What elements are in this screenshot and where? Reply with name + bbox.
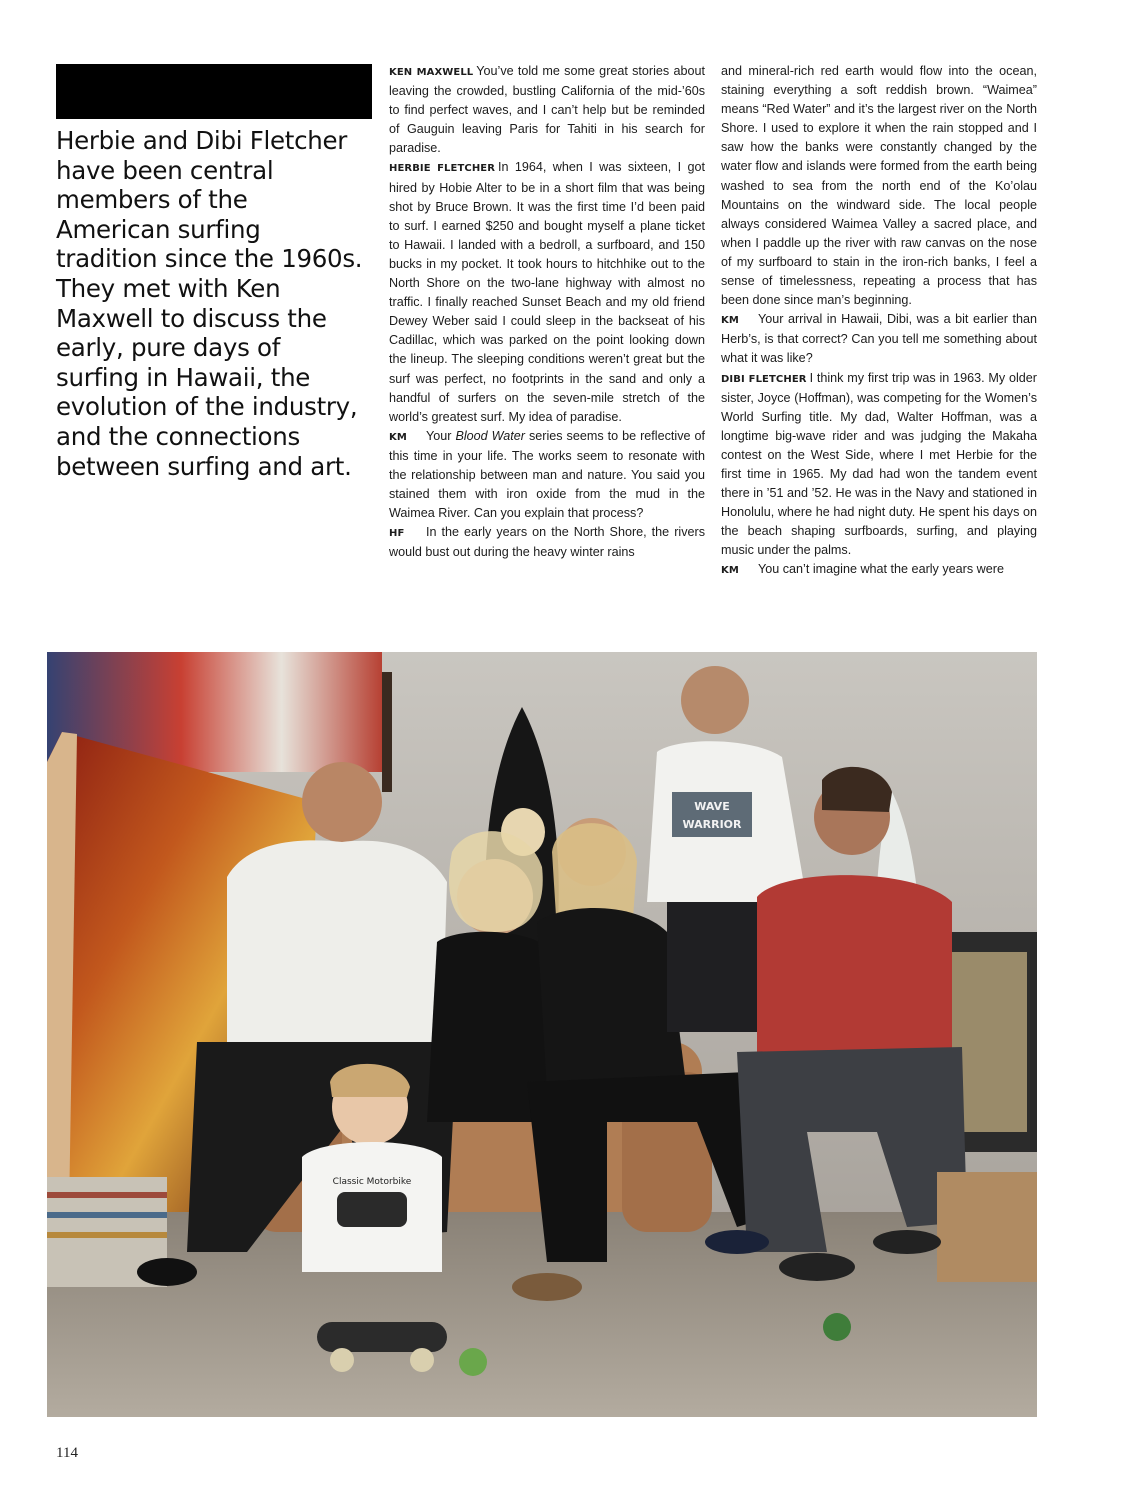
kid-shirt-text: Classic Motorbike	[332, 1177, 412, 1187]
shirt-text: WAVE	[694, 800, 730, 813]
interview-column-2	[721, 62, 1037, 581]
speaker-label: KM	[389, 431, 407, 443]
paragraph: KM You can’t imagine what the early years were	[721, 560, 1037, 580]
speaker-label: HF	[389, 528, 405, 540]
paragraph: HERBIE FLETCHER In 1964, when I was sixteen, I got hired by Hobie Alter to be in a short film that was being shot by Bruce Brown. It was the first time I’d been paid to surf. I earned $250 and bought myself a plane ticket to Hawaii. I landed with a bedroll, a surfboard, and 150 bucks in my pocket. It took hours to hitchhike out to the North Shore on the two-lane highway with almost no traffic. I finally reached Sunset Beach and my old friend Dewey Weber said I could sleep in the backseat of his Cadillac, which was parked on the point looking down the lineup. The sleeping conditions weren’t great but the surf was perfect, no footprints in the sand and only a handful of surfers on the seven-mile stretch of the world’s greatest surf. My idea of paradise.	[389, 160, 705, 424]
paragraph: KM Your Blood Water series seems to be reflective of this time in your life. The works seem to resonate with the relationship between man and nature. You said you stained them with iron oxide from the mud in the Waimea River. Can you explain that process?	[389, 428, 705, 521]
speaker-label: HERBIE FLETCHER	[389, 163, 496, 175]
speaker-label: DIBI FLETCHER	[721, 373, 807, 385]
interview-column-1	[389, 62, 705, 562]
speaker-label: KEN MAXWELL	[389, 67, 474, 78]
title-bar	[56, 64, 372, 119]
paragraph: KEN MAXWELL You’ve told me some great stories about leaving the crowded, bustling California of the mid-’60s to find perfect waves, and I can’t help but be reminded of Gauguin leaving Paris for Tahiti in his search for paradise.	[389, 64, 705, 156]
speaker-label: KM	[721, 565, 739, 577]
speaker-label: KM	[721, 315, 739, 327]
paragraph: HF In the early years on the North Shore, the rivers would bust out during the heavy winter rains	[389, 525, 705, 560]
shirt-text: WARRIOR	[682, 818, 742, 831]
page-number: 114	[56, 1445, 78, 1461]
paragraph: KM Your arrival in Hawaii, Dibi, was a bit earlier than Herb’s, is that correct? Can you tell me something about what it was like?	[721, 312, 1037, 366]
intro-deck: Herbie and Dibi Fletcher have been central members of the American surfing tradition since the 1960s. They met with Ken Maxwell to discuss the early, pure days of surfing in Hawaii, the evolution of the industry, and the connections between surfing and art.	[56, 126, 363, 481]
family-photo	[47, 652, 1037, 1417]
paragraph: and mineral-rich red earth would flow into the ocean, staining everything a soft reddish brown. “Waimea” means “Red Water” and it’s the largest river on the North Shore. I used to explore it when the rain stopped and I saw how the banks were constantly changed by the water flow and islands were formed from the earth being washed to sea from the north end of the Ko’olau Mountains on the windward side. The local people always considered Waimea Valley a sacred place, and when I paddle up the river with raw canvas on the nose of my surfboard to stain in the iron-rich banks, I feel a sense of timelessness, repeating a process that has been done since man’s beginning.	[721, 64, 1037, 308]
paragraph: DIBI FLETCHER I think my first trip was in 1963. My older sister, Joyce (Hoffman), was competing for the Women’s World Surfing title. My dad, Walter Hoffman, was a longtime big-wave rider and was judging the Makaha contest on the West Side, where I met Herbie for the first time in 1965. My dad had won the tandem event there in ’51 and ’52. He was in the Navy and stationed in Honolulu, where he had night duty. He spent his days on the beach shaping surfboards, surfing, and playing music under the palms.	[721, 370, 1037, 558]
